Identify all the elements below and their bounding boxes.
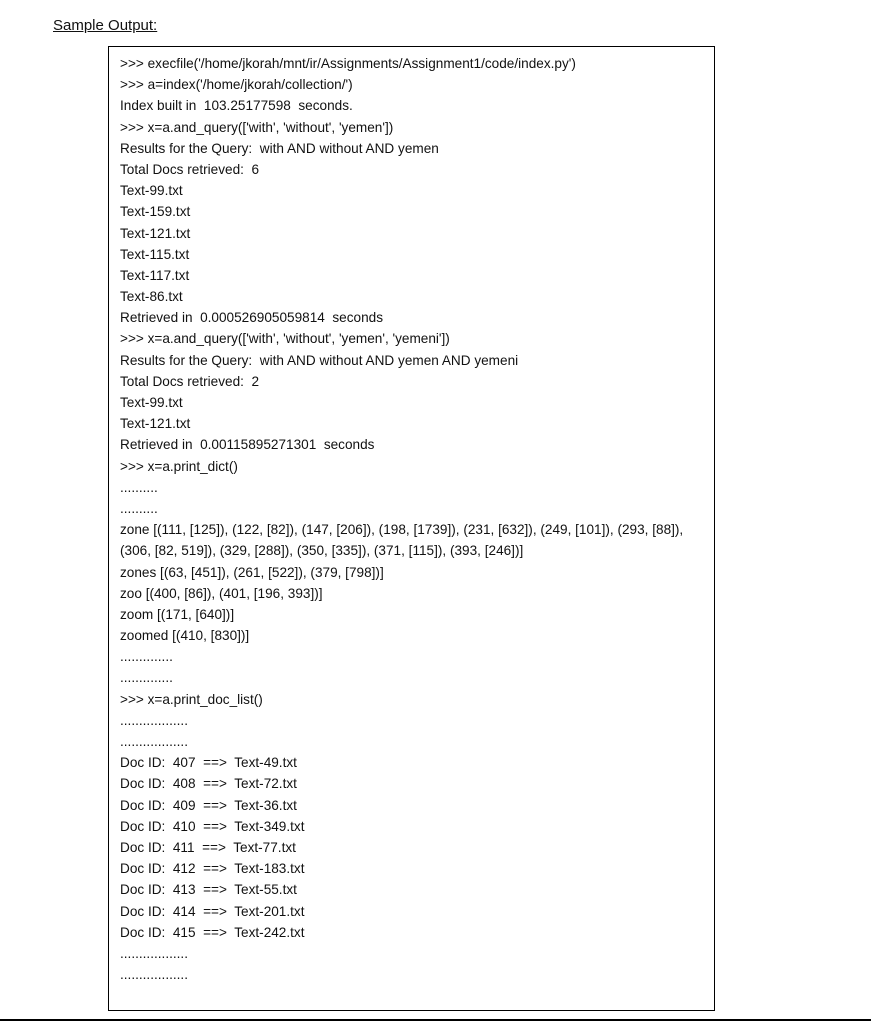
output-line: Text-99.txt xyxy=(120,183,183,199)
output-line: .................. xyxy=(120,967,188,983)
output-line: >>> execfile('/home/jkorah/mnt/ir/Assignments/Assignment1/code/index.py') xyxy=(120,56,576,71)
output-line: Results for the Query: with AND without AND yemen AND yemeni xyxy=(120,352,519,368)
output-line: >>> a=index('/home/jkorah/collection/') xyxy=(120,77,353,93)
output-line: zone [(111, [125]), (122, [82]), (147, [206]), (198, [1739]), (231, [632]), (249, [101]), (293, [88]), (306, [82, 519]), (329, [288]), (350, [335]), (371, [115]), (393, [246])] xyxy=(120,522,684,559)
output-line: >>> x=a.print_doc_list() xyxy=(120,691,263,707)
output-line: Text-115.txt xyxy=(120,246,190,262)
output-line: Doc ID: 408 ==> Text-72.txt xyxy=(120,776,297,792)
sample-output-heading: Sample Output: xyxy=(53,17,158,34)
output-line: Doc ID: 415 ==> Text-242.txt xyxy=(120,924,305,940)
output-line: Text-121.txt xyxy=(120,416,191,432)
output-line: zoomed [(410, [830])] xyxy=(120,628,250,644)
output-line: Text-159.txt xyxy=(120,204,191,220)
output-line: Doc ID: 411 ==> Text-77.txt xyxy=(120,839,296,855)
output-box xyxy=(108,46,715,1011)
output-line: Retrieved in 0.000526905059814 seconds xyxy=(120,310,384,326)
output-line: .................. xyxy=(120,712,188,728)
bottom-rule xyxy=(0,1019,871,1021)
output-line: .................. xyxy=(120,945,188,961)
output-line: Doc ID: 410 ==> Text-349.txt xyxy=(120,818,305,834)
output-line: Total Docs retrieved: 2 xyxy=(120,373,260,389)
output-line: Retrieved in 0.00115895271301 seconds xyxy=(120,437,375,453)
output-line: .......... xyxy=(120,500,158,516)
output-line: Doc ID: 409 ==> Text-36.txt xyxy=(120,797,297,813)
output-line: Doc ID: 414 ==> Text-201.txt xyxy=(120,903,305,919)
output-line: .............. xyxy=(120,649,173,665)
output-line: >>> x=a.and_query(['with', 'without', 'yemen', 'yemeni']) xyxy=(120,331,450,347)
output-line: zoom [(171, [640])] xyxy=(120,606,235,622)
output-line: .............. xyxy=(120,670,173,686)
output-line: Results for the Query: with AND without AND yemen xyxy=(120,140,439,156)
output-line: Doc ID: 412 ==> Text-183.txt xyxy=(120,861,305,877)
output-line: >>> x=a.print_dict() xyxy=(120,458,238,474)
output-line: Doc ID: 413 ==> Text-55.txt xyxy=(120,882,297,898)
output-line: Text-99.txt xyxy=(120,395,183,410)
output-line: Text-117.txt xyxy=(120,267,190,283)
output-line: Total Docs retrieved: 6 xyxy=(120,161,260,177)
output-line: >>> x=a.and_query(['with', 'without', 'yemen']) xyxy=(120,119,394,135)
output-line: Index built in 103.25177598 seconds. xyxy=(120,98,353,114)
output-line: Text-86.txt xyxy=(120,289,183,305)
output-line: zoo [(400, [86]), (401, [196, 393])] xyxy=(120,585,323,601)
output-line: Doc ID: 407 ==> Text-49.txt xyxy=(120,755,297,771)
output-line: .......... xyxy=(120,479,158,495)
output-line: .................. xyxy=(120,734,188,750)
output-line: Text-121.txt xyxy=(120,225,191,241)
output-line: zones [(63, [451]), (261, [522]), (379, [798])] xyxy=(120,564,384,580)
